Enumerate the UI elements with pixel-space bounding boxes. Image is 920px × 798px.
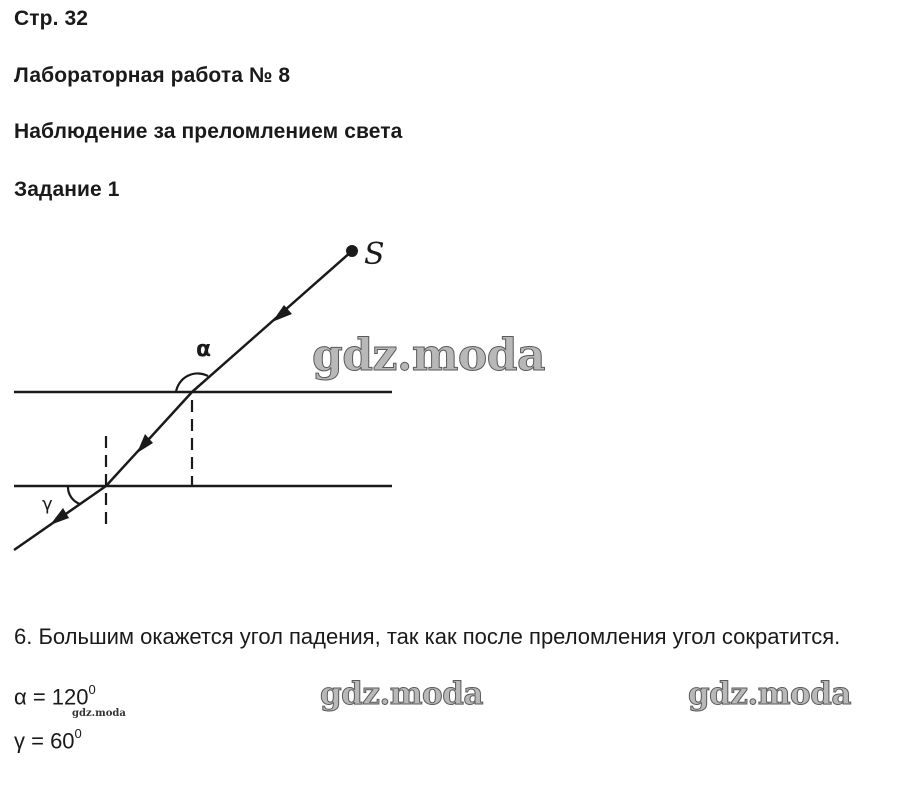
gamma-arc	[68, 486, 80, 504]
alpha-label: α	[196, 337, 212, 362]
lab-topic: Наблюдение за преломлением света	[14, 120, 403, 143]
emergent-arrow	[50, 508, 69, 525]
watermark-main: gdz.moda	[312, 330, 546, 381]
gamma-value	[14, 728, 82, 754]
alpha-degree: 0	[88, 682, 96, 697]
gamma-value-text: γ = 60	[14, 728, 75, 754]
watermark-small: gdz.moda	[72, 708, 126, 719]
alpha-value	[14, 684, 96, 710]
answer-text: 6. Большим окажется угол падения, так как после преломления угол сократится.	[14, 624, 841, 649]
alpha-value-text: α = 120	[14, 684, 89, 710]
watermark-bottom-center: gdz.moda	[320, 676, 483, 712]
gamma-label: γ	[42, 494, 53, 515]
watermark-bottom-right: gdz.moda	[688, 676, 851, 712]
lab-title: Лабораторная работа № 8	[14, 64, 291, 87]
page-number: Стр. 32	[14, 7, 89, 30]
task-heading: Задание 1	[14, 178, 120, 201]
source-label: S	[364, 237, 385, 272]
refraction-diagram	[0, 228, 600, 568]
gamma-degree: 0	[74, 726, 82, 741]
